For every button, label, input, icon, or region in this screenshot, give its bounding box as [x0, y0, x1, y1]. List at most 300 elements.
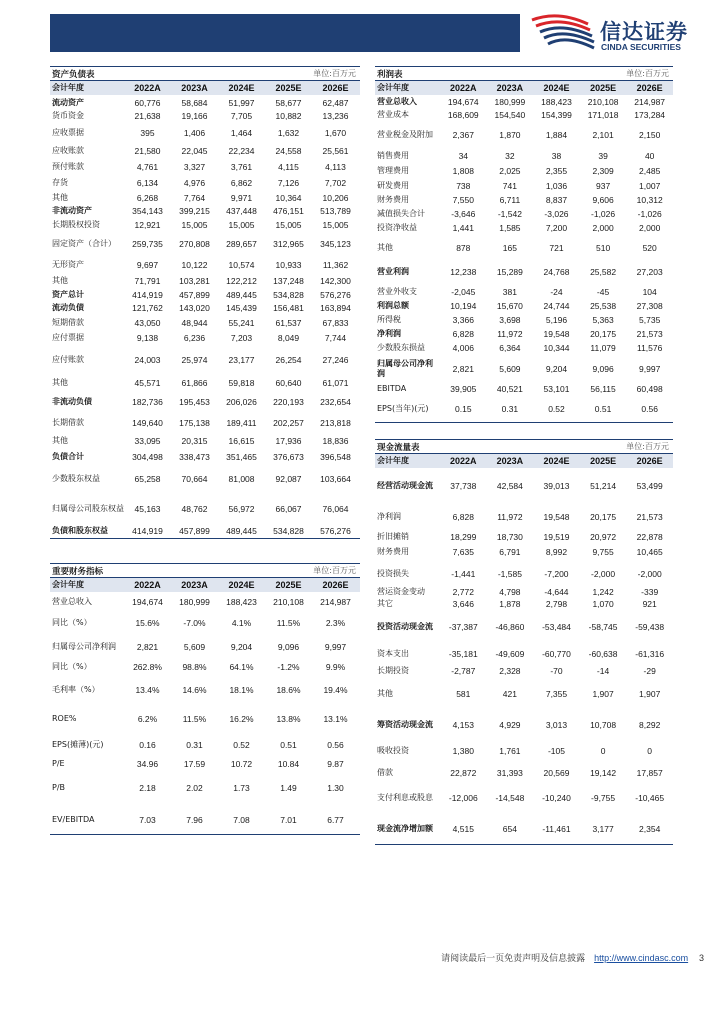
- value-cell: 11.5%: [276, 617, 301, 628]
- table-row: [375, 95, 673, 108]
- row-label: 长期股权投资: [52, 219, 100, 229]
- table-title-bar: [50, 564, 360, 578]
- value-cell: 10.84: [277, 759, 300, 769]
- value-cell: 9,697: [136, 260, 159, 270]
- value-cell: 104: [642, 286, 657, 297]
- table-row: [375, 611, 673, 642]
- value-cell: 0: [647, 746, 653, 756]
- value-cell: -14: [596, 665, 610, 676]
- value-cell: 61,537: [275, 317, 302, 328]
- value-cell: 0.51: [594, 404, 612, 414]
- value-cell: 6,268: [136, 192, 159, 203]
- value-cell: 1,070: [592, 599, 614, 609]
- value-cell: 214,987: [320, 597, 351, 607]
- value-cell: 17.59: [183, 759, 206, 769]
- value-cell: 0.52: [233, 740, 250, 750]
- value-cell: -61,316: [635, 648, 665, 659]
- table-row: [375, 163, 673, 178]
- table-row: [50, 633, 360, 660]
- value-cell: 22,878: [636, 531, 663, 542]
- value-cell: 7,200: [545, 223, 568, 233]
- value-cell: 168,609: [447, 109, 479, 120]
- value-cell: 7,203: [230, 332, 253, 343]
- header-year: 2025E: [590, 83, 617, 93]
- value-cell: 10,206: [322, 192, 349, 203]
- website-link[interactable]: http://www.cindasc.com: [594, 953, 689, 963]
- value-cell: -339: [641, 587, 659, 597]
- value-cell: 5,735: [639, 315, 661, 325]
- value-cell: 11,079: [590, 343, 616, 353]
- value-cell: 37,738: [450, 481, 477, 491]
- value-cell: 17,857: [636, 767, 663, 778]
- row-label: 应收账款: [52, 146, 84, 155]
- value-cell: 0.31: [186, 740, 203, 750]
- table-row: [375, 108, 673, 121]
- value-cell: 206,026: [226, 397, 257, 407]
- row-label: 归属母公司股东权益: [52, 504, 124, 513]
- table-row: [50, 143, 360, 159]
- value-cell: 7,702: [324, 178, 347, 188]
- value-cell: 489,445: [226, 289, 257, 300]
- value-cell: -60,638: [588, 648, 618, 659]
- value-cell: 232,654: [320, 397, 351, 407]
- value-cell: 520: [642, 242, 657, 253]
- value-cell: 1,907: [592, 688, 614, 699]
- value-cell: 213,818: [320, 418, 351, 428]
- table-unit: 单位:百万元: [313, 69, 356, 78]
- value-cell: 10,194: [450, 301, 477, 311]
- value-cell: 21,580: [134, 146, 161, 156]
- value-cell: 11,972: [497, 329, 523, 339]
- value-cell: 163,894: [320, 303, 351, 313]
- header-year: 2025E: [590, 456, 617, 466]
- value-cell: 16.2%: [229, 714, 254, 724]
- value-cell: 2,000: [639, 223, 661, 233]
- value-cell: -3,646: [451, 209, 476, 219]
- value-cell: 4,761: [136, 162, 159, 172]
- value-cell: 194,674: [132, 597, 163, 607]
- value-cell: -2,000: [591, 568, 616, 579]
- row-label: 支付利息或股息: [377, 792, 433, 802]
- value-cell: 23,177: [228, 355, 255, 365]
- row-label: 流动负债: [52, 303, 84, 312]
- value-cell: 738: [456, 180, 471, 191]
- value-cell: 4,929: [499, 720, 521, 730]
- value-cell: 4.1%: [231, 617, 252, 628]
- header-year: 2023A: [496, 456, 524, 466]
- value-cell: 45,163: [134, 504, 161, 514]
- value-cell: 9,971: [230, 192, 253, 203]
- value-cell: 15,005: [322, 219, 349, 230]
- row-label: 同比（%）: [52, 662, 92, 671]
- row-label: 毛利率（%）: [52, 684, 100, 694]
- value-cell: 182,736: [132, 397, 163, 407]
- value-cell: 27,203: [636, 267, 663, 277]
- value-cell: 18.1%: [229, 684, 254, 695]
- row-label: 营业税金及附加: [377, 129, 433, 139]
- table-title-bar: [375, 67, 673, 81]
- value-cell: 0.15: [455, 404, 472, 414]
- row-label: 利润总额: [377, 301, 409, 310]
- value-cell: 20,315: [181, 436, 208, 446]
- row-label: 非流动负债: [52, 397, 92, 406]
- table-row: [375, 739, 673, 763]
- value-cell: 42,584: [496, 481, 523, 491]
- header-year: 2026E: [322, 83, 349, 93]
- header-year: 2023A: [496, 83, 524, 93]
- table-row: [375, 341, 673, 355]
- income-statement-table: [375, 66, 673, 423]
- value-cell: 34.96: [136, 759, 159, 769]
- table-row: [375, 782, 673, 813]
- value-cell: 22,045: [181, 146, 208, 156]
- value-cell: 56,115: [590, 384, 616, 394]
- value-cell: 31,393: [496, 767, 523, 778]
- value-cell: 1,884: [545, 129, 568, 140]
- value-cell: 32: [505, 150, 515, 161]
- header-year: 2023A: [181, 83, 208, 93]
- value-cell: 20,175: [590, 329, 617, 339]
- value-cell: 8,837: [545, 195, 568, 205]
- table-row: [375, 148, 673, 163]
- value-cell: 15,005: [228, 219, 255, 230]
- value-cell: 9,096: [592, 363, 614, 374]
- value-cell: 4,113: [325, 162, 346, 172]
- value-cell: 3,177: [592, 823, 614, 834]
- value-cell: 1.49: [280, 783, 297, 793]
- row-label: P/E: [52, 759, 65, 768]
- value-cell: -11,461: [542, 823, 571, 834]
- value-cell: 381: [502, 286, 517, 297]
- value-cell: -35,181: [448, 648, 478, 659]
- header-banner: [50, 14, 520, 52]
- table-title-bar: [50, 67, 360, 81]
- value-cell: 510: [595, 242, 611, 253]
- value-cell: 25,561: [322, 146, 349, 156]
- table-title: 利润表: [377, 70, 403, 80]
- value-cell: 2,821: [136, 641, 159, 652]
- row-label: 非流动资产: [52, 206, 92, 215]
- value-cell: 165: [502, 242, 517, 253]
- table-header-row: [375, 81, 673, 95]
- table-row: [50, 771, 360, 805]
- table-row: [50, 257, 360, 273]
- value-cell: 7.03: [139, 814, 156, 825]
- table-header-row: [50, 81, 360, 95]
- value-cell: 0.56: [327, 740, 344, 750]
- disclaimer-text: 请阅读最后一页免责声明及信息披露: [441, 954, 586, 964]
- row-label: 其他: [52, 378, 68, 387]
- value-cell: 6,364: [499, 343, 521, 353]
- table-row: [50, 375, 360, 391]
- value-cell: 1,878: [499, 599, 521, 609]
- value-cell: 2.3%: [325, 617, 346, 628]
- value-cell: 1,808: [452, 165, 474, 176]
- value-cell: 171,018: [587, 109, 619, 120]
- value-cell: 9,997: [639, 363, 661, 374]
- value-cell: 11.5%: [182, 714, 207, 724]
- value-cell: 6.2%: [137, 714, 158, 724]
- value-cell: 19,166: [181, 111, 208, 121]
- table-row: [375, 711, 673, 739]
- value-cell: 1,406: [183, 127, 206, 138]
- row-label: 其他: [52, 436, 68, 445]
- table-row: [375, 587, 673, 597]
- value-cell: 58,684: [181, 97, 208, 108]
- value-cell: 1,242: [592, 587, 614, 597]
- value-cell: -59,438: [635, 621, 665, 632]
- value-cell: 210,108: [273, 597, 304, 607]
- cash-flow-table: [375, 439, 673, 845]
- value-cell: -1,585: [497, 568, 522, 579]
- value-cell: 59,818: [228, 378, 255, 388]
- value-cell: 19,142: [590, 767, 617, 778]
- value-cell: 189,411: [226, 418, 257, 428]
- table-row: [375, 396, 673, 422]
- value-cell: 9,755: [592, 547, 614, 557]
- value-cell: 10,465: [636, 547, 663, 557]
- value-cell: 476,151: [273, 206, 304, 216]
- table-title: 现金流量表: [377, 443, 420, 453]
- value-cell: 81,008: [228, 474, 255, 484]
- row-label: 流动资产: [52, 97, 84, 107]
- value-cell: 19,519: [543, 531, 570, 542]
- value-cell: 1,670: [324, 127, 347, 138]
- value-cell: 39,013: [543, 481, 570, 491]
- value-cell: 2,101: [592, 129, 614, 140]
- value-cell: 43,050: [134, 317, 161, 328]
- value-cell: 7,126: [277, 178, 300, 188]
- value-cell: 15.6%: [135, 617, 160, 628]
- value-cell: 156,481: [273, 303, 304, 313]
- value-cell: 534,828: [273, 289, 304, 300]
- value-cell: 39,905: [450, 384, 477, 394]
- brand-name-cn: 信达证券: [600, 20, 688, 44]
- row-label: 应付票据: [52, 332, 84, 342]
- value-cell: 13,236: [322, 111, 349, 121]
- row-label: 少数股东损益: [377, 343, 425, 352]
- value-cell: 11,576: [636, 343, 663, 353]
- value-cell: 6,134: [136, 178, 159, 188]
- value-cell: 21,573: [636, 329, 663, 339]
- value-cell: 0: [600, 746, 606, 756]
- value-cell: 6,791: [499, 547, 521, 557]
- table-row: [50, 660, 360, 674]
- value-cell: 175,138: [179, 418, 210, 428]
- value-cell: 11,362: [322, 260, 349, 270]
- value-cell: 9.87: [327, 759, 344, 769]
- value-cell: 5,609: [183, 641, 206, 652]
- value-cell: -1,542: [497, 209, 522, 219]
- table-row: [50, 391, 360, 413]
- value-cell: 4,115: [278, 162, 299, 172]
- value-cell: 154,399: [541, 109, 572, 120]
- header-year: 2026E: [636, 83, 663, 93]
- value-cell: 25,582: [590, 267, 617, 277]
- value-cell: 1,870: [499, 129, 521, 140]
- table-row: [50, 330, 360, 345]
- table-row: [375, 676, 673, 711]
- table-row: [375, 642, 673, 665]
- value-cell: 149,640: [132, 418, 163, 428]
- value-cell: 7,764: [183, 192, 206, 203]
- table-row: [375, 207, 673, 221]
- table-row: [50, 413, 360, 433]
- value-cell: -46,860: [495, 621, 525, 632]
- header-year: 2022A: [134, 580, 161, 590]
- value-cell: 2,000: [592, 223, 614, 233]
- value-cell: 6,236: [183, 332, 206, 343]
- value-cell: 121,762: [132, 303, 163, 313]
- value-cell: 1.30: [327, 783, 344, 793]
- value-cell: -2,045: [451, 286, 476, 297]
- value-cell: -45: [596, 286, 610, 297]
- table-row: [50, 95, 360, 110]
- row-label: 其他: [52, 275, 68, 285]
- value-cell: -4,644: [544, 587, 569, 597]
- table-row: [375, 221, 673, 235]
- value-cell: 210,108: [587, 96, 619, 107]
- value-cell: 13.4%: [135, 684, 160, 695]
- value-cell: 40,521: [496, 384, 523, 394]
- value-cell: 489,445: [226, 526, 257, 536]
- value-cell: 0.51: [280, 740, 297, 750]
- value-cell: 7,550: [452, 195, 474, 205]
- value-cell: -105: [547, 746, 565, 756]
- row-label: 无形资产: [52, 260, 84, 269]
- value-cell: 188,423: [226, 597, 257, 607]
- value-cell: 220,193: [273, 397, 304, 407]
- header-year: 2024E: [543, 456, 570, 466]
- header-year: 2026E: [636, 456, 663, 466]
- row-label: 少数股东权益: [52, 474, 100, 483]
- value-cell: 1,632: [277, 127, 300, 138]
- row-label: 固定资产（合计）: [52, 239, 116, 248]
- table-row: [50, 301, 360, 315]
- row-label: 营运资金变动: [377, 587, 425, 596]
- value-cell: 581: [456, 688, 471, 699]
- value-cell: 48,762: [181, 504, 208, 514]
- value-cell: 262.8%: [133, 662, 162, 672]
- row-label: 财务费用: [377, 547, 409, 556]
- value-cell: 3,698: [499, 315, 521, 325]
- header-label: 会计年度: [52, 83, 84, 92]
- row-label: 投资活动现金流: [377, 621, 433, 631]
- row-label: 货币资金: [52, 111, 84, 120]
- value-cell: 10,708: [590, 720, 617, 730]
- value-cell: 0.16: [139, 740, 156, 750]
- value-cell: -37,387: [448, 621, 478, 632]
- value-cell: 145,439: [226, 303, 257, 313]
- value-cell: 4,006: [452, 343, 474, 353]
- value-cell: 1,007: [639, 180, 661, 191]
- value-cell: 354,143: [132, 206, 163, 216]
- table-row: [375, 544, 673, 560]
- row-label: 营业利润: [377, 267, 409, 276]
- value-cell: 13.1%: [323, 714, 348, 724]
- brand-name-en: CINDA SECURITIES: [601, 42, 681, 52]
- value-cell: 71,791: [134, 275, 161, 286]
- table-row: [375, 468, 673, 504]
- value-cell: 8,049: [277, 332, 300, 343]
- value-cell: 0.56: [641, 404, 658, 414]
- value-cell: 3,366: [452, 315, 474, 325]
- header-year: 2022A: [450, 456, 477, 466]
- value-cell: 48,944: [181, 317, 208, 328]
- value-cell: 5,609: [499, 363, 521, 374]
- row-label: 负债和股东权益: [52, 526, 108, 535]
- value-cell: 9,606: [592, 195, 614, 205]
- value-cell: 18,299: [450, 531, 477, 542]
- value-cell: 1.73: [233, 783, 250, 793]
- value-cell: 576,276: [320, 526, 351, 536]
- value-cell: 10,574: [228, 260, 255, 270]
- table-row: [50, 159, 360, 175]
- table-row: [375, 813, 673, 844]
- value-cell: 25,974: [181, 355, 208, 365]
- value-cell: 137,248: [273, 275, 304, 286]
- table-row: [375, 193, 673, 207]
- table-title: 重要财务指标: [52, 567, 104, 577]
- value-cell: 180,999: [494, 96, 526, 107]
- value-cell: 60,776: [134, 97, 161, 108]
- value-cell: 13.8%: [276, 714, 301, 724]
- value-cell: 40: [644, 150, 655, 161]
- value-cell: 2,798: [545, 599, 568, 609]
- row-label: 销售费用: [377, 150, 409, 160]
- table-row: [375, 355, 673, 382]
- value-cell: 3,013: [545, 720, 568, 730]
- value-cell: 2,309: [592, 165, 614, 176]
- row-label: EPS(当年)(元): [377, 404, 429, 413]
- table-row: [375, 327, 673, 341]
- balance-sheet-table: [50, 66, 360, 539]
- header-year: 2022A: [450, 83, 477, 93]
- row-label: 所得税: [377, 315, 401, 324]
- value-cell: -1.2%: [277, 662, 300, 672]
- value-cell: 654: [502, 823, 517, 834]
- row-label: 长期投资: [377, 665, 409, 675]
- table-row: [50, 805, 360, 834]
- value-cell: 1,761: [499, 746, 521, 756]
- value-cell: -10,240: [542, 792, 571, 803]
- row-label: 预付账款: [52, 162, 84, 171]
- row-label: EPS(摊薄)(元): [52, 740, 104, 749]
- value-cell: 76,064: [322, 504, 349, 514]
- value-cell: 2,485: [639, 165, 661, 176]
- table-row: [375, 299, 673, 313]
- value-cell: 17,936: [275, 436, 302, 446]
- table-row: [50, 705, 360, 733]
- row-label: ROE%: [52, 714, 77, 723]
- value-cell: 61,866: [181, 378, 208, 388]
- header-year: 2025E: [275, 83, 302, 93]
- value-cell: 9,204: [545, 363, 568, 374]
- table-row: [50, 674, 360, 705]
- value-cell: 1,907: [639, 688, 661, 699]
- row-label: EV/EBITDA: [52, 814, 95, 824]
- header-year: 2022A: [134, 83, 161, 93]
- value-cell: 34: [458, 150, 469, 161]
- table-row: [375, 763, 673, 782]
- value-cell: 304,498: [132, 451, 163, 462]
- table-unit: 单位:百万元: [626, 69, 669, 78]
- table-row: [50, 288, 360, 301]
- header-year: 2024E: [228, 83, 255, 93]
- value-cell: -1,026: [591, 209, 616, 219]
- cinda-logo-mark-icon: [528, 12, 596, 56]
- value-cell: 534,828: [273, 526, 304, 536]
